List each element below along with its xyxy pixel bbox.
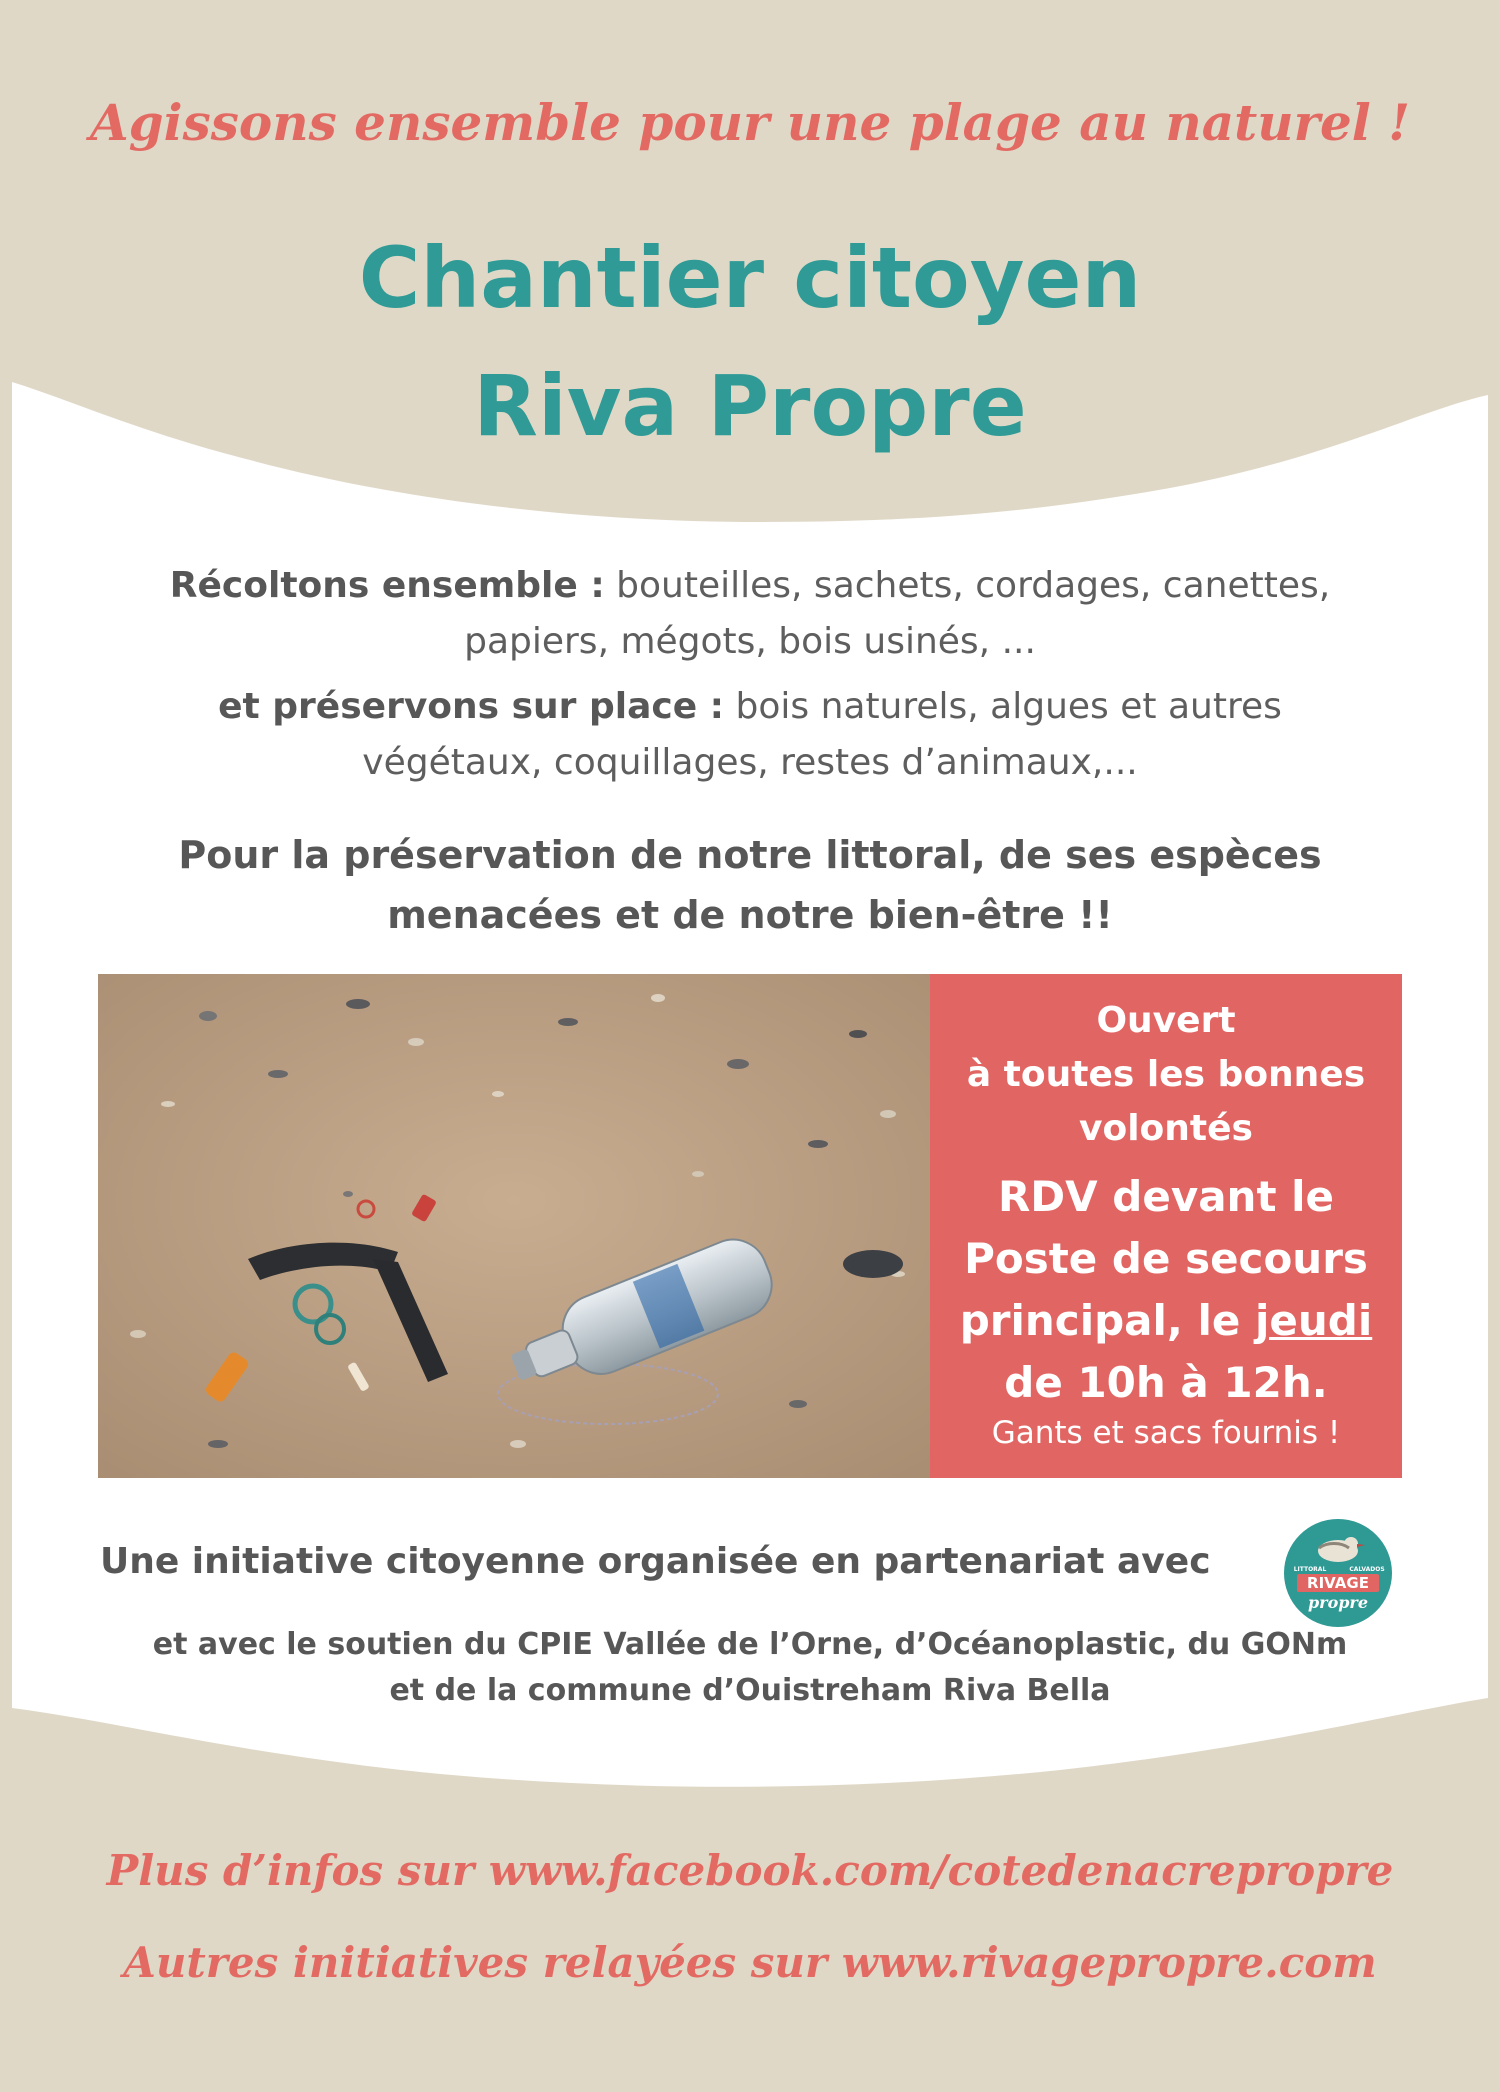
beach-litter-illustration [98,974,930,1478]
mission-line-2: menacées et de notre bien-être !! [387,893,1113,937]
open-line-3: volontés [1079,1108,1253,1149]
logo-word-left: LITTORAL [1293,1566,1327,1573]
title-line-2: Riva Propre [473,357,1027,455]
logo-word-main: RIVAGE [1307,1574,1369,1592]
support-line-1: et avec le soutien du CPIE Vallée de l’Orne, d’Océanoplastic, du GONm [152,1627,1348,1662]
title-line-1: Chantier citoyen [358,229,1142,327]
preserve-paragraph [60,679,1440,791]
mission-line-1: Pour la préservation de notre littoral, de ses espèces [178,833,1322,877]
rdv-line-4: de 10h à 12h. [1004,1358,1328,1407]
collect-items-2: papiers, mégots, bois usinés, ... [464,621,1036,662]
rdv-line-1: RDV devant le [997,1172,1335,1221]
meeting-info-box [930,974,1402,1478]
mission-statement [60,825,1440,945]
support-line-2: et de la commune d’Ouistreham Riva Bella [389,1673,1111,1708]
preserve-items-2: végétaux, coquillages, restes d’animaux,... [362,742,1138,783]
open-to-all-text [930,994,1402,1156]
meeting-place-text [930,1166,1402,1414]
support-text [60,1622,1440,1714]
partnership-text: Une initiative citoyenne organisée en partenariat avec [100,1541,1211,1582]
collect-label: Récoltons ensemble : [169,565,605,606]
facebook-info-link[interactable]: Plus d’infos sur www.facebook.com/cotedenacrepropre [106,1846,1394,1895]
rdv-line-3: principal, le [959,1296,1255,1345]
supplies-note: Gants et sacs fournis ! [991,1415,1341,1451]
beach-litter-photo [98,974,930,1478]
rdv-line-2: Poste de secours [964,1234,1368,1283]
page-title [0,214,1500,470]
rivage-propre-logo [1283,1518,1393,1628]
meeting-day: jeudi [1255,1296,1373,1345]
website-info-link[interactable]: Autres initiatives relayées sur www.rivagepropre.com [123,1938,1377,1987]
dark-stone [843,1250,903,1278]
collect-paragraph [60,558,1440,670]
preserve-label: et préservons sur place : [218,686,725,727]
preserve-items-1: bois naturels, algues et autres [724,686,1282,727]
logo-word-right: CALVADOS [1349,1566,1385,1573]
tagline: Agissons ensemble pour une plage au naturel ! [89,93,1411,152]
collect-items-1: bouteilles, sachets, cordages, canettes, [604,565,1331,606]
open-line-2: à toutes les bonnes [966,1054,1366,1095]
open-line-1: Ouvert [1096,1000,1236,1041]
logo-word-sub: propre [1307,1593,1369,1612]
